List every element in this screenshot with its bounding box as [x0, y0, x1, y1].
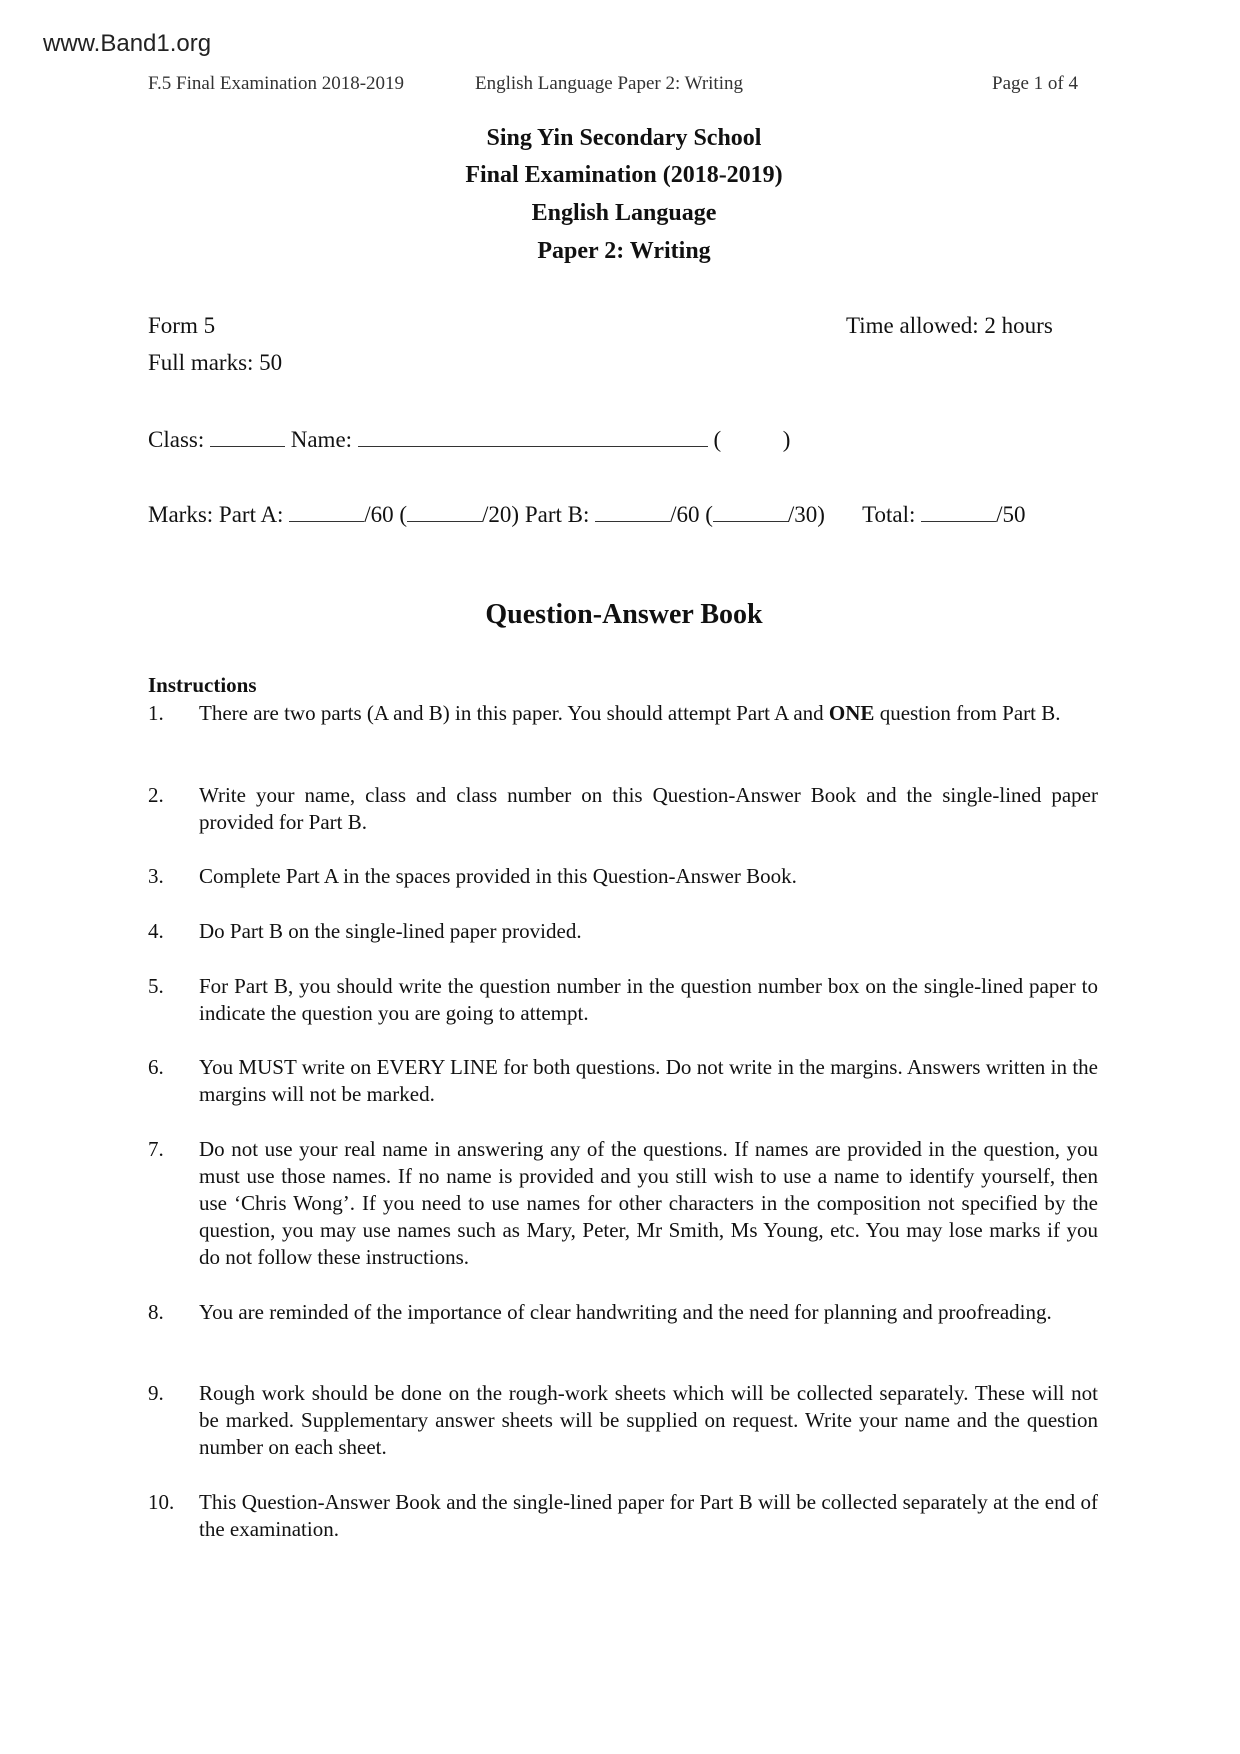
instruction-number: 2.	[148, 783, 164, 807]
instruction-number: 8.	[148, 1300, 164, 1324]
instruction-number: 4.	[148, 919, 164, 943]
instruction-text	[199, 1299, 1098, 1326]
instruction-number: 7.	[148, 1137, 164, 1161]
part-b-scaled-field[interactable]	[713, 503, 788, 522]
instruction-text-part: Rough work should be done on the rough-work sheets which will be collected separately. These will not be marked. Supplementary answer sheets will be supplied on request. Write your name and the question number on each sheet.	[199, 1381, 1098, 1459]
class-field[interactable]	[210, 428, 285, 447]
instruction-text	[199, 918, 1098, 945]
instruction-text	[199, 782, 1098, 836]
instruction-text-part: This Question-Answer Book and the single-lined paper for Part B will be collected separately at the end of the examination.	[199, 1490, 1098, 1541]
instructions-heading: Instructions	[148, 673, 257, 697]
instruction-item	[148, 700, 1098, 727]
instruction-item	[148, 782, 1098, 836]
part-b-scaled-out-of: /30)	[787, 502, 825, 527]
instruction-item	[148, 918, 1098, 945]
instruction-item	[148, 1136, 1098, 1271]
total-score-field[interactable]	[921, 503, 996, 522]
total-label: Total:	[862, 502, 916, 527]
instruction-number: 10.	[148, 1490, 175, 1514]
part-a-scaled-out-of: /20)	[482, 502, 520, 527]
instruction-item	[148, 1054, 1098, 1108]
instruction-number: 6.	[148, 1055, 164, 1079]
instruction-text	[199, 1054, 1098, 1108]
part-a-out-of: /60 (	[364, 502, 408, 527]
part-b-out-of: /60 (	[670, 502, 713, 527]
class-label: Class:	[148, 427, 205, 452]
header-page-number: Page 1 of 4	[992, 73, 1079, 94]
subject-title: English Language	[531, 200, 717, 226]
instruction-text-part: Write your name, class and class number on this Question-Answer Book and the single-lined paper provided for Part B.	[199, 783, 1098, 834]
total-out-of: /50	[996, 502, 1026, 527]
part-b-score-field[interactable]	[595, 503, 670, 522]
part-a-scaled-field[interactable]	[407, 503, 482, 522]
instruction-text-part: There are two parts (A and B) in this paper. You should attempt Part A and	[199, 701, 829, 725]
instruction-number: 3.	[148, 864, 164, 888]
class-number-close: )	[782, 427, 791, 452]
class-name-row	[148, 427, 790, 453]
instruction-text	[199, 973, 1098, 1027]
class-number-open: (	[713, 427, 722, 452]
form-label: Form 5	[148, 313, 216, 338]
marks-row	[148, 502, 1026, 528]
time-allowed: Time allowed: 2 hours	[846, 313, 1053, 338]
marks-part-a-label: Marks: Part A:	[148, 502, 284, 527]
instruction-item	[148, 973, 1098, 1027]
instruction-item	[148, 863, 1098, 890]
instruction-text-part: For Part B, you should write the question number in the question number box on the single-lined paper to indicate the question you are going to attempt.	[199, 974, 1098, 1025]
instruction-number: 1.	[148, 701, 164, 725]
instruction-text	[199, 1489, 1098, 1543]
instruction-text-part: You MUST write on EVERY LINE for both questions. Do not write in the margins. Answers written in the margins will not be marked.	[199, 1055, 1098, 1106]
instruction-emphasis: ONE	[828, 701, 875, 725]
instruction-item	[148, 1489, 1098, 1543]
name-label: Name:	[290, 427, 353, 452]
full-marks: Full marks: 50	[148, 350, 283, 375]
exam-title: Final Examination (2018-2019)	[465, 162, 783, 188]
name-field[interactable]	[358, 428, 708, 447]
instruction-text-part: question from Part B.	[874, 701, 1061, 725]
school-name: Sing Yin Secondary School	[486, 125, 762, 151]
paper-title: Paper 2: Writing	[537, 238, 711, 264]
header-center: English Language Paper 2: Writing	[475, 73, 743, 94]
instruction-text	[199, 1380, 1098, 1461]
instruction-item	[148, 1380, 1098, 1461]
header-left: F.5 Final Examination 2018-2019	[148, 73, 405, 94]
part-a-score-field[interactable]	[289, 503, 364, 522]
instruction-text-part: Complete Part A in the spaces provided in this Question-Answer Book.	[199, 864, 797, 888]
instruction-text-part: Do not use your real name in answering any of the questions. If names are provided in the question, you must use those names. If no name is provided and you still wish to use a name to identify yourself, then use ‘Chris Wong’. If you need to use names for other characters in the composition not specified by the question, you may use names such as Mary, Peter, Mr Smith, Ms Young, etc. You may lose marks if you do not follow these instructions.	[199, 1137, 1098, 1269]
instruction-text	[199, 863, 1098, 890]
book-title: Question-Answer Book	[485, 599, 763, 630]
instruction-item	[148, 1299, 1098, 1326]
instruction-text	[199, 700, 1098, 727]
marks-part-b-label: Part B:	[524, 502, 590, 527]
instruction-text-part: Do Part B on the single-lined paper provided.	[199, 919, 582, 943]
instruction-text	[199, 1136, 1098, 1271]
instruction-text-part: You are reminded of the importance of clear handwriting and the need for planning and proofreading.	[199, 1300, 1052, 1324]
instruction-number: 5.	[148, 974, 164, 998]
instruction-number: 9.	[148, 1381, 164, 1405]
watermark: www.Band1.org	[43, 30, 212, 57]
